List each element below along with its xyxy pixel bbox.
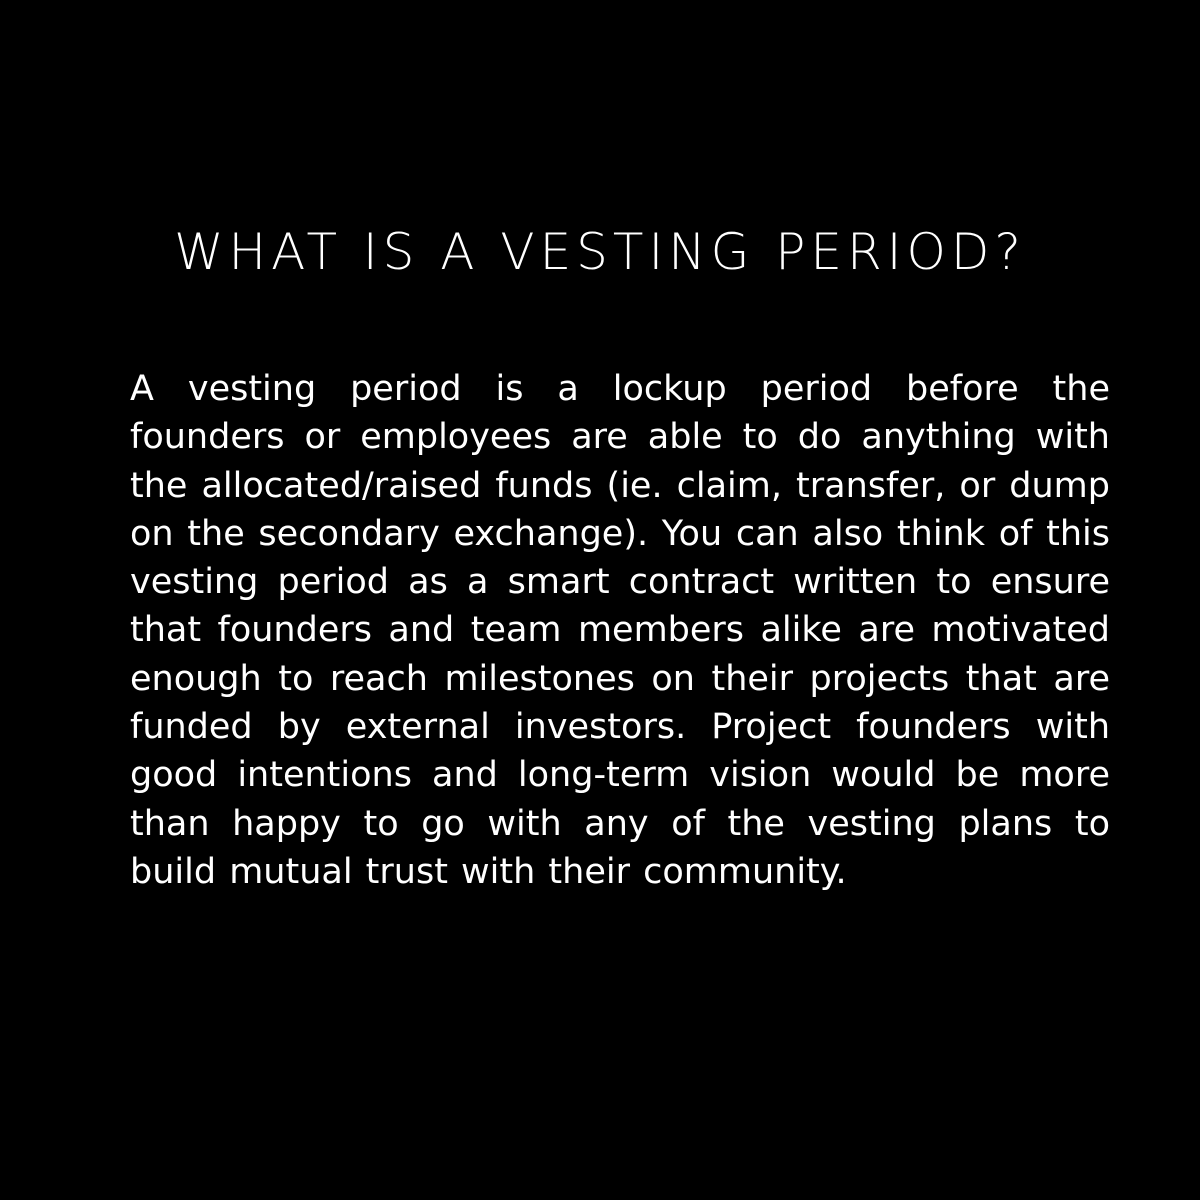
page-title: WHAT IS A VESTING PERIOD? bbox=[174, 223, 1026, 281]
body-paragraph: A vesting period is a lockup period before the founders or employees are able to do anything with the allocated/raised funds (ie. claim, transfer, or dump on the secondary exchange). You can also think of this vesting period as a smart contract written to ensure that founders and team members alike are motivated enough to reach milestones on their projects that are funded by external investors. Project founders with good intentions and long-term vision would be more than happy to go with any of the vesting plans to build mutual trust with their community. bbox=[130, 369, 1110, 892]
